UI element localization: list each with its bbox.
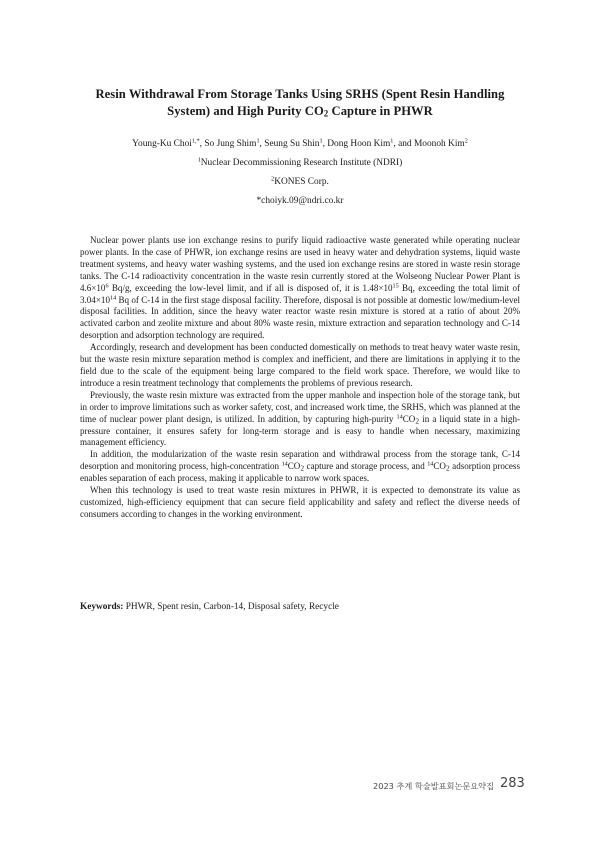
superscript: 14 [427, 460, 434, 468]
paragraph-text: Nuclear power plants use ion exchange resins to purify liquid radioactive waste generated while operating nuclear power plants. In the case of PHWR, ion exchange resins are used in heavy water and dehydration systems, liquid waste treatment systems, and heavy water washing systems, and the used ion exchange resins are stored in waste resin storage tanks. The C-14 radioactivity concentration in the waste resin currently stored at the Wolseong Nuclear Power Plant is 4.6×10 [80, 235, 520, 293]
subscript: 2 [415, 416, 420, 426]
title-subscript: 2 [323, 108, 329, 119]
paragraph-text: In addition, the modularization of the waste resin separation and withdrawal process from the storage tank, C-14 desorption and monitoring process, high-concentration [80, 449, 520, 472]
subscript: 2 [300, 463, 305, 473]
superscript: 15 [392, 282, 399, 290]
paragraph-text: CO [433, 461, 446, 472]
paragraph-text: adsorption process enables separation of each process, making it applicable to narrow work spaces. [80, 461, 520, 484]
paragraph-text: CO [287, 461, 301, 472]
paragraph-text: CO [402, 413, 416, 424]
author-affiliation-mark: 1 [390, 137, 394, 145]
keywords-label: Keywords: [80, 602, 124, 612]
author-name: , Dong Hoon Kim [322, 139, 391, 149]
author-name: , So Jung Shim [199, 139, 257, 149]
author-affiliation-mark: 1 [319, 137, 323, 145]
affiliation-mark: 2 [271, 175, 275, 183]
author-list [60, 138, 540, 150]
keywords-text: PHWR, Spent resin, Carbon-14, Disposal safety, Recycle [123, 602, 339, 612]
affiliation-1 [60, 157, 540, 169]
paragraph-text: Bq of C-14 in the first stage disposal facility. Therefore, disposal is not possible at domestic low/medium-level disposal facilities. In addition, since the heavy water reactor waste resin mixture is stored at a ratio of about 20% activated carbon and zeolite mixture and about 80% waste resin, mixture extraction and separation technology and C-14 desorption and adsorption technology are required. [80, 294, 520, 341]
paragraph-2: Accordingly, research and development has been conducted domestically on methods to treat heavy water waste resin, but the waste resin mixture separation method is complex and inefficient, and there are limitations in applying it to the field due to the scale of the equipment being large compared to the field work space. Therefore, we would like to introduce a resin treatment technology that complements the problems of previous research. [80, 342, 520, 388]
paper-title [72, 86, 528, 120]
paragraph-text: Bq/g, exceeding the low-level limit, and if all is disposed of, it is 1.48×10 [108, 282, 393, 293]
paragraph-text: Previously, the waste resin mixture was extracted from the upper manhole and inspection hole of the storage tank, but in order to improve limitations such as worker safety, cost, and increased work time, the SRHS, which was planned at the time of nuclear power plant design, is utilized. In addition, by capturing high-purity [80, 389, 520, 424]
proceedings-footer: 2023 추계 학술발표회논문요약집 [373, 781, 494, 791]
paragraph-text: in a liquid state in a high-pressure container, it ensures safety for long-term storage and is easy to handle when necessary, maximizing management efficiency. [80, 413, 520, 448]
paragraph-text: capture and storage process, and [304, 461, 428, 472]
affiliation-text: Nuclear Decommissioning Research Institute (NDRI) [200, 158, 403, 168]
superscript: 14 [109, 294, 117, 302]
author-affiliation-mark: 1 [256, 137, 260, 145]
author-name: Young-Ku Choi [132, 139, 192, 149]
title-line-2-end: Capture in PHWR [328, 104, 433, 118]
author-affiliation-mark: 1,* [191, 137, 200, 145]
page-number: 283 [500, 776, 525, 791]
paragraph-3 [80, 390, 520, 450]
corresponding-email: *choiyk.09@ndri.co.kr [256, 196, 344, 206]
affiliation-text: KONES Corp. [274, 177, 329, 187]
author-affiliation-mark: 2 [464, 137, 468, 145]
affiliation-mark: 1 [197, 156, 201, 164]
superscript: 14 [396, 413, 403, 421]
superscript: 14 [281, 460, 288, 468]
subscript: 2 [445, 463, 450, 473]
superscript: 6 [105, 282, 109, 290]
affiliation-2 [60, 176, 540, 188]
author-name: , Seung Su Shin [259, 139, 320, 149]
paragraph-text: Bq, exceeding the total limit of 3.04×10 [80, 282, 520, 305]
abstract-body [80, 235, 520, 521]
keywords [80, 601, 520, 613]
title-line-1: Resin Withdrawal From Storage Tanks Using SRHS (Spent Resin Handling [95, 87, 505, 101]
paragraph-4 [80, 449, 520, 485]
paragraph-5: When this technology is used to treat waste resin mixtures in PHWR, it is expected to demonstrate its value as customized, high-efficiency equipment that can secure field applicability and safety and reflect the diverse needs of consumers according to changes in the working environment. [80, 485, 520, 519]
author-name: , and Moonoh Kim [393, 139, 465, 149]
paragraph-1 [80, 235, 520, 342]
title-line-2: System) and High Purity CO [167, 104, 324, 118]
